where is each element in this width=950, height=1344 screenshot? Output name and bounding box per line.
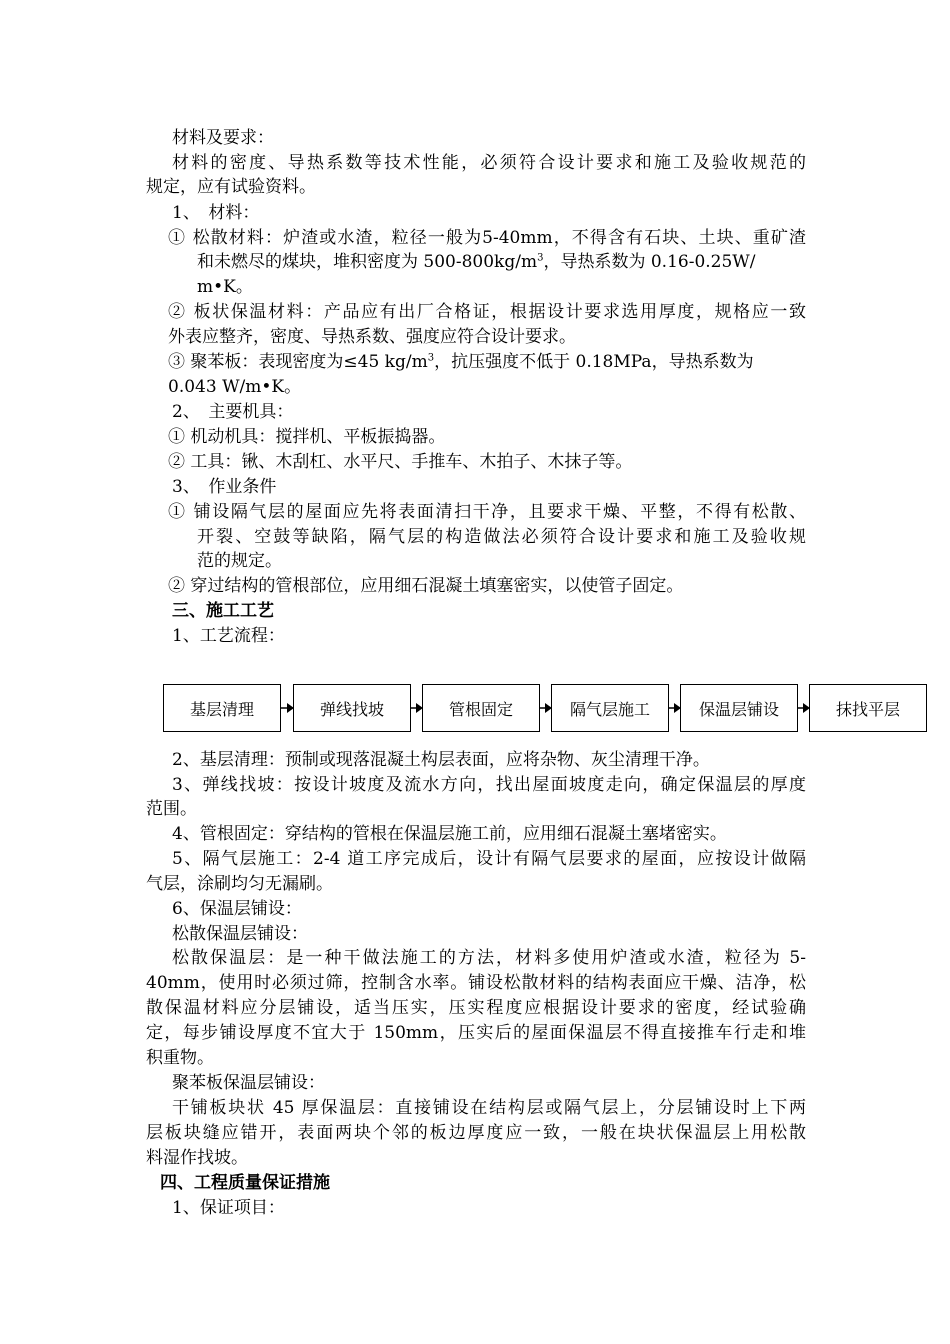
- flow-step-2: 弹线找坡: [293, 684, 411, 732]
- process-step-3-line-1: 3、弹线找坡：按设计坡度及流水方向，找出屋面坡度走向，确定保温层的厚度: [172, 775, 806, 795]
- board-material-line-1: ② 板状保温材料：产品应有出厂合格证，根据设计要求选用厚度，规格应一致: [168, 302, 806, 322]
- loose-insulation-title: 松散保温层铺设：: [172, 924, 308, 944]
- loose-insulation-line-1: 松散保温层：是一种干做法施工的方法，材料多使用炉渣或水渣，粒径为 5-: [172, 948, 806, 968]
- tools-line-2: ② 工具：锹、木刮杠、水平尺、手推车、木拍子、木抹子等。: [168, 452, 633, 472]
- process-step-4: 4、管根固定：穿结构的管根在保温层施工前，应用细石混凝土塞堵密实。: [172, 824, 727, 844]
- loose-insulation-line-5: 积重物。: [146, 1048, 214, 1068]
- loose-insulation-line-2: 40mm，使用时必须过筛，控制含水率。铺设松散材料的结构表面应干燥、洁净，松: [146, 973, 806, 993]
- flow-step-6: 抹找平层: [809, 684, 927, 732]
- conditions-line-1: ① 铺设隔气层的屋面应先将表面清扫干净，且要求干燥、平整，不得有松散、: [168, 502, 806, 522]
- loose-material-line-1: ① 松散材料：炉渣或水渣，粒径一般为5-40mm，不得含有石块、土块、重矿渣: [168, 228, 806, 248]
- eps-insulation-line-1: 干铺板块状 45 厚保温层：直接铺设在结构层或隔气层上，分层铺设时上下两: [172, 1098, 806, 1118]
- eps-insulation-line-3: 料湿作找坡。: [146, 1148, 248, 1168]
- board-material-line-2: 外表应整齐，密度、导热系数、强度应符合设计要求。: [168, 327, 576, 347]
- item-2-tools: 2、 主要机具：: [172, 402, 294, 422]
- eps-board-line-2: 0.043 W/m•K。: [168, 377, 302, 397]
- eps-board-line-1: ③ 聚苯板：表现密度为≤45 $kg/m^3$，抗压强度不低于 0.18MPa，导热系数为: [168, 352, 754, 372]
- quality-item-1: 1、保证项目：: [172, 1198, 285, 1218]
- materials-intro-line-1: 材料的密度、导热系数等技术性能，必须符合设计要求和施工及验收规范的: [172, 153, 806, 173]
- loose-insulation-line-4: 定，每步铺设厚度不宜大于 150mm，压实后的屋面保温层不得直接推车行走和堆: [146, 1023, 806, 1043]
- materials-heading: 材料及要求：: [172, 128, 274, 148]
- conditions-line-3: 范的规定。: [197, 551, 282, 571]
- process-heading: 三、施工工艺: [172, 601, 274, 621]
- process-step-5-line-2: 气层，涂刷均匀无漏刷。: [146, 874, 333, 894]
- flow-step-4: 隔气层施工: [551, 684, 669, 732]
- flow-step-1: 基层清理: [163, 684, 281, 732]
- process-step-6: 6、保温层铺设：: [172, 899, 302, 919]
- materials-intro-line-2: 规定，应有试验资料。: [146, 177, 316, 197]
- loose-insulation-line-3: 散保温材料应分层铺设，适当压实，压实程度应根据设计要求的密度，经试验确: [146, 998, 806, 1018]
- conditions-line-4: ② 穿过结构的管根部位，应用细石混凝土填塞密实，以使管子固定。: [168, 576, 684, 596]
- tools-line-1: ① 机动机具：搅拌机、平板振捣器。: [168, 427, 446, 447]
- item-1-materials: 1、 材料：: [172, 203, 260, 223]
- process-step-2: 2、基层清理：预制或现落混凝土构层表面，应将杂物、灰尘清理干净。: [172, 750, 710, 770]
- conditions-line-2: 开裂、空鼓等缺陷，隔气层的构造做法必须符合设计要求和施工及验收规: [197, 527, 806, 547]
- item-3-conditions: 3、 作业条件: [172, 477, 277, 497]
- eps-insulation-title: 聚苯板保温层铺设：: [172, 1073, 325, 1093]
- flow-step-3: 管根固定: [422, 684, 540, 732]
- flow-step-5: 保温层铺设: [680, 684, 798, 732]
- eps-insulation-line-2: 层板块缝应错开，表面两块个邻的板边厚度应一致，一般在块状保温层上用松散: [146, 1123, 806, 1143]
- process-step-3-line-2: 范围。: [146, 799, 197, 819]
- quality-heading: 四、工程质量保证措施: [160, 1173, 330, 1193]
- process-flow-label: 1、工艺流程：: [172, 626, 285, 646]
- loose-material-line-2: 和未燃尽的煤块，堆积密度为 $500-800kg/m^3$，导热系数为 0.16-0.25W/: [197, 252, 756, 272]
- loose-material-line-3: m•K。: [197, 277, 253, 297]
- process-step-5-line-1: 5、隔气层施工：2-4 道工序完成后，设计有隔气层要求的屋面，应按设计做隔: [172, 849, 806, 869]
